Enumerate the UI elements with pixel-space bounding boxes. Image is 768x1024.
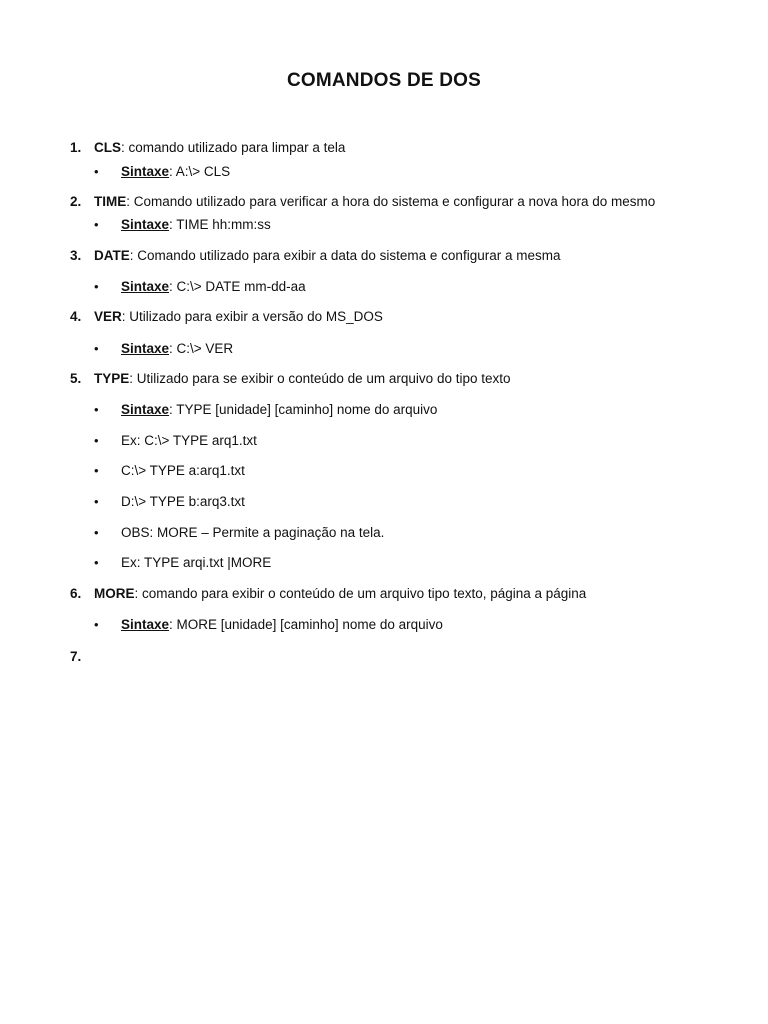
- sub-item-text: [121, 616, 443, 634]
- item-number: 7.: [70, 649, 82, 664]
- syntax-label: Sintaxe: [121, 617, 170, 632]
- command-description: : Utilizado para exibir a versão do MS_DOS: [121, 309, 383, 324]
- command-keyword: MORE: [94, 586, 135, 601]
- command-description: : Utilizado para se exibir o conteúdo de um arquivo do tipo texto: [129, 371, 511, 386]
- command-keyword: TYPE: [94, 371, 130, 386]
- sub-item-text: [121, 340, 233, 358]
- bullet-icon: •: [94, 341, 99, 356]
- item-text: [94, 139, 345, 157]
- command-keyword: CLS: [94, 140, 121, 155]
- bullet-icon: •: [94, 433, 99, 448]
- bullet-icon: •: [94, 494, 99, 509]
- item-number: 6.: [70, 586, 82, 601]
- syntax-value: : MORE [unidade] [caminho] nome do arquivo: [169, 617, 443, 632]
- item-text: [94, 247, 560, 265]
- item-number: 5.: [70, 371, 82, 386]
- item-text: [94, 585, 586, 603]
- page-title: COMANDOS DE DOS: [286, 70, 482, 91]
- syntax-value: : C:\> DATE mm-dd-aa: [169, 279, 306, 294]
- syntax-value: : A:\> CLS: [169, 164, 231, 179]
- sub-item-text: [121, 278, 306, 296]
- sub-item-text: OBS: MORE – Permite a paginação na tela.: [121, 525, 385, 540]
- sub-item-text: C:\> TYPE a:arq1.txt: [121, 463, 245, 478]
- syntax-value: : TYPE [unidade] [caminho] nome do arquivo: [169, 402, 438, 417]
- sub-item-text: Ex: C:\> TYPE arq1.txt: [121, 433, 257, 448]
- syntax-label: Sintaxe: [121, 217, 170, 232]
- command-keyword: TIME: [94, 194, 127, 209]
- item-number: 3.: [70, 248, 82, 263]
- item-number: 4.: [70, 309, 82, 324]
- item-text: [94, 308, 383, 326]
- syntax-label: Sintaxe: [121, 164, 170, 179]
- command-description: : comando para exibir o conteúdo de um arquivo tipo texto, página a página: [134, 586, 587, 601]
- sub-item-text: [121, 216, 271, 234]
- syntax-value: : TIME hh:mm:ss: [169, 217, 271, 232]
- item-text: [94, 370, 511, 388]
- bullet-icon: •: [94, 164, 99, 179]
- syntax-label: Sintaxe: [121, 279, 170, 294]
- bullet-icon: •: [94, 617, 99, 632]
- command-description: : Comando utilizado para exibir a data do sistema e configurar a mesma: [129, 248, 561, 263]
- item-text: [94, 193, 655, 211]
- syntax-label: Sintaxe: [121, 402, 170, 417]
- bullet-icon: •: [94, 217, 99, 232]
- item-number: 1.: [70, 140, 82, 155]
- item-number: 2.: [70, 194, 82, 209]
- bullet-icon: •: [94, 279, 99, 294]
- command-description: : comando utilizado para limpar a tela: [121, 140, 346, 155]
- syntax-value: : C:\> VER: [169, 341, 234, 356]
- sub-item-text: [121, 401, 437, 419]
- bullet-icon: •: [94, 555, 99, 570]
- bullet-icon: •: [94, 525, 99, 540]
- bullet-icon: •: [94, 463, 99, 478]
- syntax-label: Sintaxe: [121, 341, 170, 356]
- sub-item-text: D:\> TYPE b:arq3.txt: [121, 494, 245, 509]
- command-description: : Comando utilizado para verificar a hora do sistema e configurar a nova hora do mesmo: [126, 194, 656, 209]
- command-keyword: VER: [94, 309, 122, 324]
- sub-item-text: [121, 163, 230, 181]
- sub-item-text: Ex: TYPE arqi.txt |MORE: [121, 555, 272, 570]
- bullet-icon: •: [94, 402, 99, 417]
- command-keyword: DATE: [94, 248, 130, 263]
